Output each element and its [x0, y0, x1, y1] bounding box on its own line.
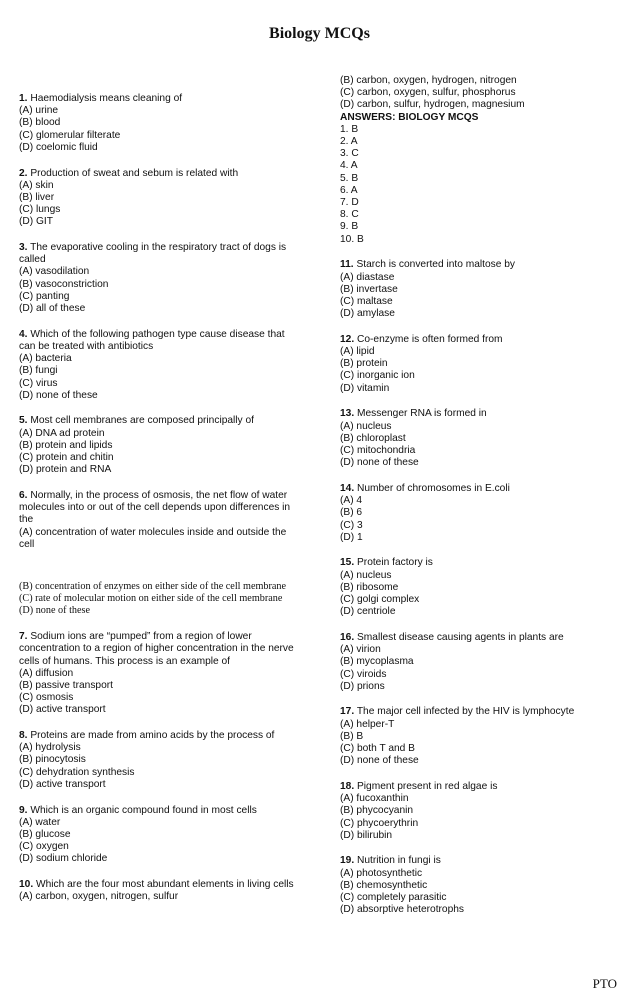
question-5-stem: [19, 415, 301, 427]
option-d: (D) all of these: [19, 303, 86, 315]
answer-item: 3. C: [340, 148, 359, 160]
option-d: (D) absorptive heterotrophs: [340, 904, 465, 916]
option-c: (C) 3: [340, 519, 363, 531]
question-2-stem: [19, 168, 301, 180]
option-a: (A) water: [19, 816, 61, 828]
question-12: [340, 334, 622, 395]
option-d: (D) vitamin: [340, 382, 390, 394]
question-5: [19, 415, 301, 476]
question-number: 17.: [340, 706, 355, 718]
option-c: (C) rate of molecular motion on either side of the cell membrane: [19, 593, 283, 605]
question-number: 6.: [19, 489, 28, 501]
question-15-stem: [340, 557, 622, 569]
question-number: 12.: [340, 333, 355, 345]
answer-item: 6. A: [340, 184, 358, 196]
option-c: (C) viroids: [340, 668, 387, 680]
question-3: [19, 242, 301, 315]
question-number: 5.: [19, 415, 28, 427]
question-number: 13.: [340, 408, 355, 420]
question-number: 19.: [340, 855, 355, 867]
option-c: (C) oxygen: [19, 841, 69, 853]
question-4-stem: [19, 329, 301, 353]
option-d: (D) none of these: [340, 457, 419, 469]
question-16: [340, 632, 622, 693]
option-b: (B) liver: [19, 191, 55, 203]
option-b: (B) B: [340, 730, 364, 742]
option-b: (B) ribosome: [340, 581, 399, 593]
question-7-stem: [19, 631, 301, 668]
answer-item: 8. C: [340, 209, 359, 221]
option-c: (C) golgi complex: [340, 594, 420, 606]
option-a: (A) bacteria: [19, 353, 72, 365]
option-d: (D) active transport: [19, 704, 106, 716]
question-7: [19, 631, 301, 716]
question-text: Production of sweat and sebum is related with: [27, 167, 239, 179]
option-d: (D) centriole: [340, 606, 396, 618]
question-4: [19, 329, 301, 402]
answer-key-heading: ANSWERS: BIOLOGY MCQS: [340, 111, 479, 123]
option-b: (B) concentration of enzymes on either side of the cell membrane: [19, 581, 287, 592]
option-b: (B) 6: [340, 507, 363, 519]
answer-item: 2. A: [340, 136, 358, 148]
option-c: (C) carbon, oxygen, sulfur, phosphorus: [340, 87, 516, 99]
question-2: [19, 168, 301, 229]
question-number: 14.: [340, 482, 355, 494]
option-c: (C) both T and B: [340, 743, 415, 755]
option-a: (A) nucleus: [340, 569, 392, 581]
question-19-stem: [340, 855, 622, 867]
option-d: (D) protein and RNA: [19, 464, 112, 476]
answer-item: 7. D: [340, 197, 359, 209]
question-number: 10.: [19, 879, 34, 891]
answer-item: 10. B: [340, 233, 364, 245]
question-3-stem: [19, 242, 301, 266]
option-c: (C) dehydration synthesis: [19, 766, 135, 778]
option-b: (B) passive transport: [19, 679, 113, 691]
question-text: Co-enzyme is often formed from: [354, 333, 503, 345]
question-number: 18.: [340, 780, 355, 792]
option-c: (C) mitochondria: [340, 444, 416, 456]
question-9-stem: [19, 805, 301, 817]
option-c: (C) maltase: [340, 295, 393, 307]
question-text: Most cell membranes are composed principally of: [27, 415, 254, 427]
option-a: (A) nucleus: [340, 420, 392, 432]
question-text: Smallest disease causing agents in plants are: [354, 631, 564, 643]
question-16-stem: [340, 632, 622, 644]
question-19: [340, 855, 622, 916]
option-a: (A) urine: [19, 105, 59, 117]
option-c: (C) phycoerythrin: [340, 817, 419, 829]
question-number: 11.: [340, 259, 354, 271]
page-title: Biology MCQs: [269, 25, 370, 42]
question-text: Sodium ions are “pumped” from a region of lower concentration to a region of higher concentration in the nerve cells of humans. This process is an example of: [19, 631, 294, 667]
option-a: (A) DNA ad protein: [19, 427, 105, 439]
question-text: Which is an organic compound found in most cells: [27, 804, 257, 816]
question-number: 4.: [19, 328, 28, 340]
option-d: (D) active transport: [19, 778, 106, 790]
option-a: (A) 4: [340, 495, 363, 507]
answer-item: 9. B: [340, 221, 359, 233]
question-18: [340, 781, 622, 842]
question-text: Proteins are made from amino acids by the process of: [27, 730, 275, 742]
option-a: (A) diastase: [340, 271, 395, 283]
question-11-stem: [340, 259, 622, 271]
answer-item: 5. B: [340, 172, 359, 184]
question-number: 3.: [19, 242, 28, 254]
option-b: (B) vasoconstriction: [19, 278, 109, 290]
option-d: (D) none of these: [19, 605, 91, 617]
question-18-stem: [340, 781, 622, 793]
option-b: (B) blood: [19, 117, 61, 129]
option-d: (D) prions: [340, 680, 385, 692]
question-number: 15.: [340, 557, 355, 569]
question-number: 8.: [19, 730, 28, 742]
question-15: [340, 557, 622, 618]
option-a: (A) helper-T: [340, 718, 395, 730]
option-d: (D) amylase: [340, 308, 395, 320]
option-d: (D) none of these: [340, 755, 419, 767]
question-number: 9.: [19, 804, 28, 816]
question-text: Starch is converted into maltose by: [353, 259, 515, 271]
option-c: (C) osmosis: [19, 692, 74, 704]
option-b: (B) chloroplast: [340, 432, 406, 444]
question-text: Number of chromosomes in E.coli: [354, 482, 510, 494]
option-c: (C) virus: [19, 377, 58, 389]
question-1: [19, 93, 301, 154]
answer-item: 1. B: [340, 123, 359, 135]
option-d: (D) 1: [340, 531, 363, 543]
option-d: (D) GIT: [19, 216, 53, 228]
option-a: (A) photosynthetic: [340, 867, 423, 879]
question-12-stem: [340, 334, 622, 346]
question-text: Normally, in the process of osmosis, the net flow of water molecules into or out of the cell depends upon differences in the: [19, 489, 291, 526]
option-a: (A) carbon, oxygen, nitrogen, sulfur: [19, 891, 179, 903]
question-number: 7.: [19, 631, 28, 643]
question-8: [19, 730, 301, 791]
question-text: Which are the four most abundant elements in living cells: [33, 879, 294, 891]
spacer: [19, 551, 301, 581]
left-column: [19, 93, 301, 917]
option-a: (A) concentration of water molecules inside and outside the cell: [19, 526, 287, 550]
option-b: (B) protein: [340, 358, 388, 370]
question-13-stem: [340, 408, 622, 420]
option-b: (B) protein and lipids: [19, 439, 113, 451]
question-text: Protein factory is: [354, 557, 433, 569]
option-b: (B) glucose: [19, 828, 71, 840]
question-14-stem: [340, 483, 622, 495]
question-text: Pigment present in red algae is: [354, 780, 498, 792]
answer-key: [340, 112, 622, 246]
option-a: (A) skin: [19, 179, 54, 191]
option-b: (B) mycoplasma: [340, 656, 414, 668]
option-c: (C) lungs: [19, 204, 61, 216]
question-number: 1.: [19, 93, 28, 104]
option-c: (C) glomerular filterate: [19, 129, 121, 141]
option-d: (D) carbon, sulfur, hydrogen, magnesium: [340, 99, 525, 111]
option-d: (D) none of these: [19, 389, 98, 401]
question-text: Messenger RNA is formed in: [354, 408, 487, 420]
question-text: The major cell infected by the HIV is lymphocyte: [354, 706, 575, 718]
page-turn-over-label: PTO: [592, 976, 617, 991]
question-11: [340, 259, 622, 320]
question-13: [340, 408, 622, 469]
option-b: (B) phycocyanin: [340, 805, 414, 817]
option-c: (C) protein and chitin: [19, 452, 114, 464]
option-c: (C) inorganic ion: [340, 370, 415, 382]
option-a: (A) vasodilation: [19, 266, 90, 278]
option-a: (A) fucoxanthin: [340, 793, 409, 805]
question-number: 2.: [19, 167, 28, 179]
question-text: The evaporative cooling in the respiratory tract of dogs is called: [19, 242, 287, 266]
question-8-stem: [19, 730, 301, 742]
question-text: Which of the following pathogen type cause disease that can be treated with antibiotics: [19, 328, 285, 352]
option-c: (C) completely parasitic: [340, 892, 447, 904]
option-d: (D) coelomic fluid: [19, 141, 98, 153]
question-17-stem: [340, 706, 622, 718]
question-6: [19, 490, 301, 618]
option-b: (B) invertase: [340, 283, 398, 295]
option-b: (B) pinocytosis: [19, 754, 86, 766]
option-a: (A) hydrolysis: [19, 742, 81, 754]
question-10: [19, 879, 301, 903]
question-14: [340, 483, 622, 544]
option-b: (B) carbon, oxygen, hydrogen, nitrogen: [340, 75, 517, 86]
option-c: (C) panting: [19, 290, 70, 302]
question-1-stem: [19, 93, 301, 105]
question-10-continued: [340, 75, 622, 112]
question-9: [19, 805, 301, 866]
option-a: (A) virion: [340, 644, 381, 656]
option-a: (A) lipid: [340, 346, 375, 358]
option-b: (B) fungi: [19, 365, 58, 377]
question-6-stem: [19, 490, 301, 527]
option-b: (B) chemosynthetic: [340, 879, 428, 891]
question-text: Haemodialysis means cleaning of: [27, 93, 183, 104]
option-d: (D) sodium chloride: [19, 853, 108, 865]
option-d: (D) bilirubin: [340, 829, 393, 841]
right-column: [340, 75, 622, 930]
answer-item: 4. A: [340, 160, 358, 172]
question-number: 16.: [340, 631, 355, 643]
question-17: [340, 706, 622, 767]
question-text: Nutrition in fungi is: [354, 855, 441, 867]
option-a: (A) diffusion: [19, 667, 74, 679]
question-10-stem: [19, 879, 301, 891]
